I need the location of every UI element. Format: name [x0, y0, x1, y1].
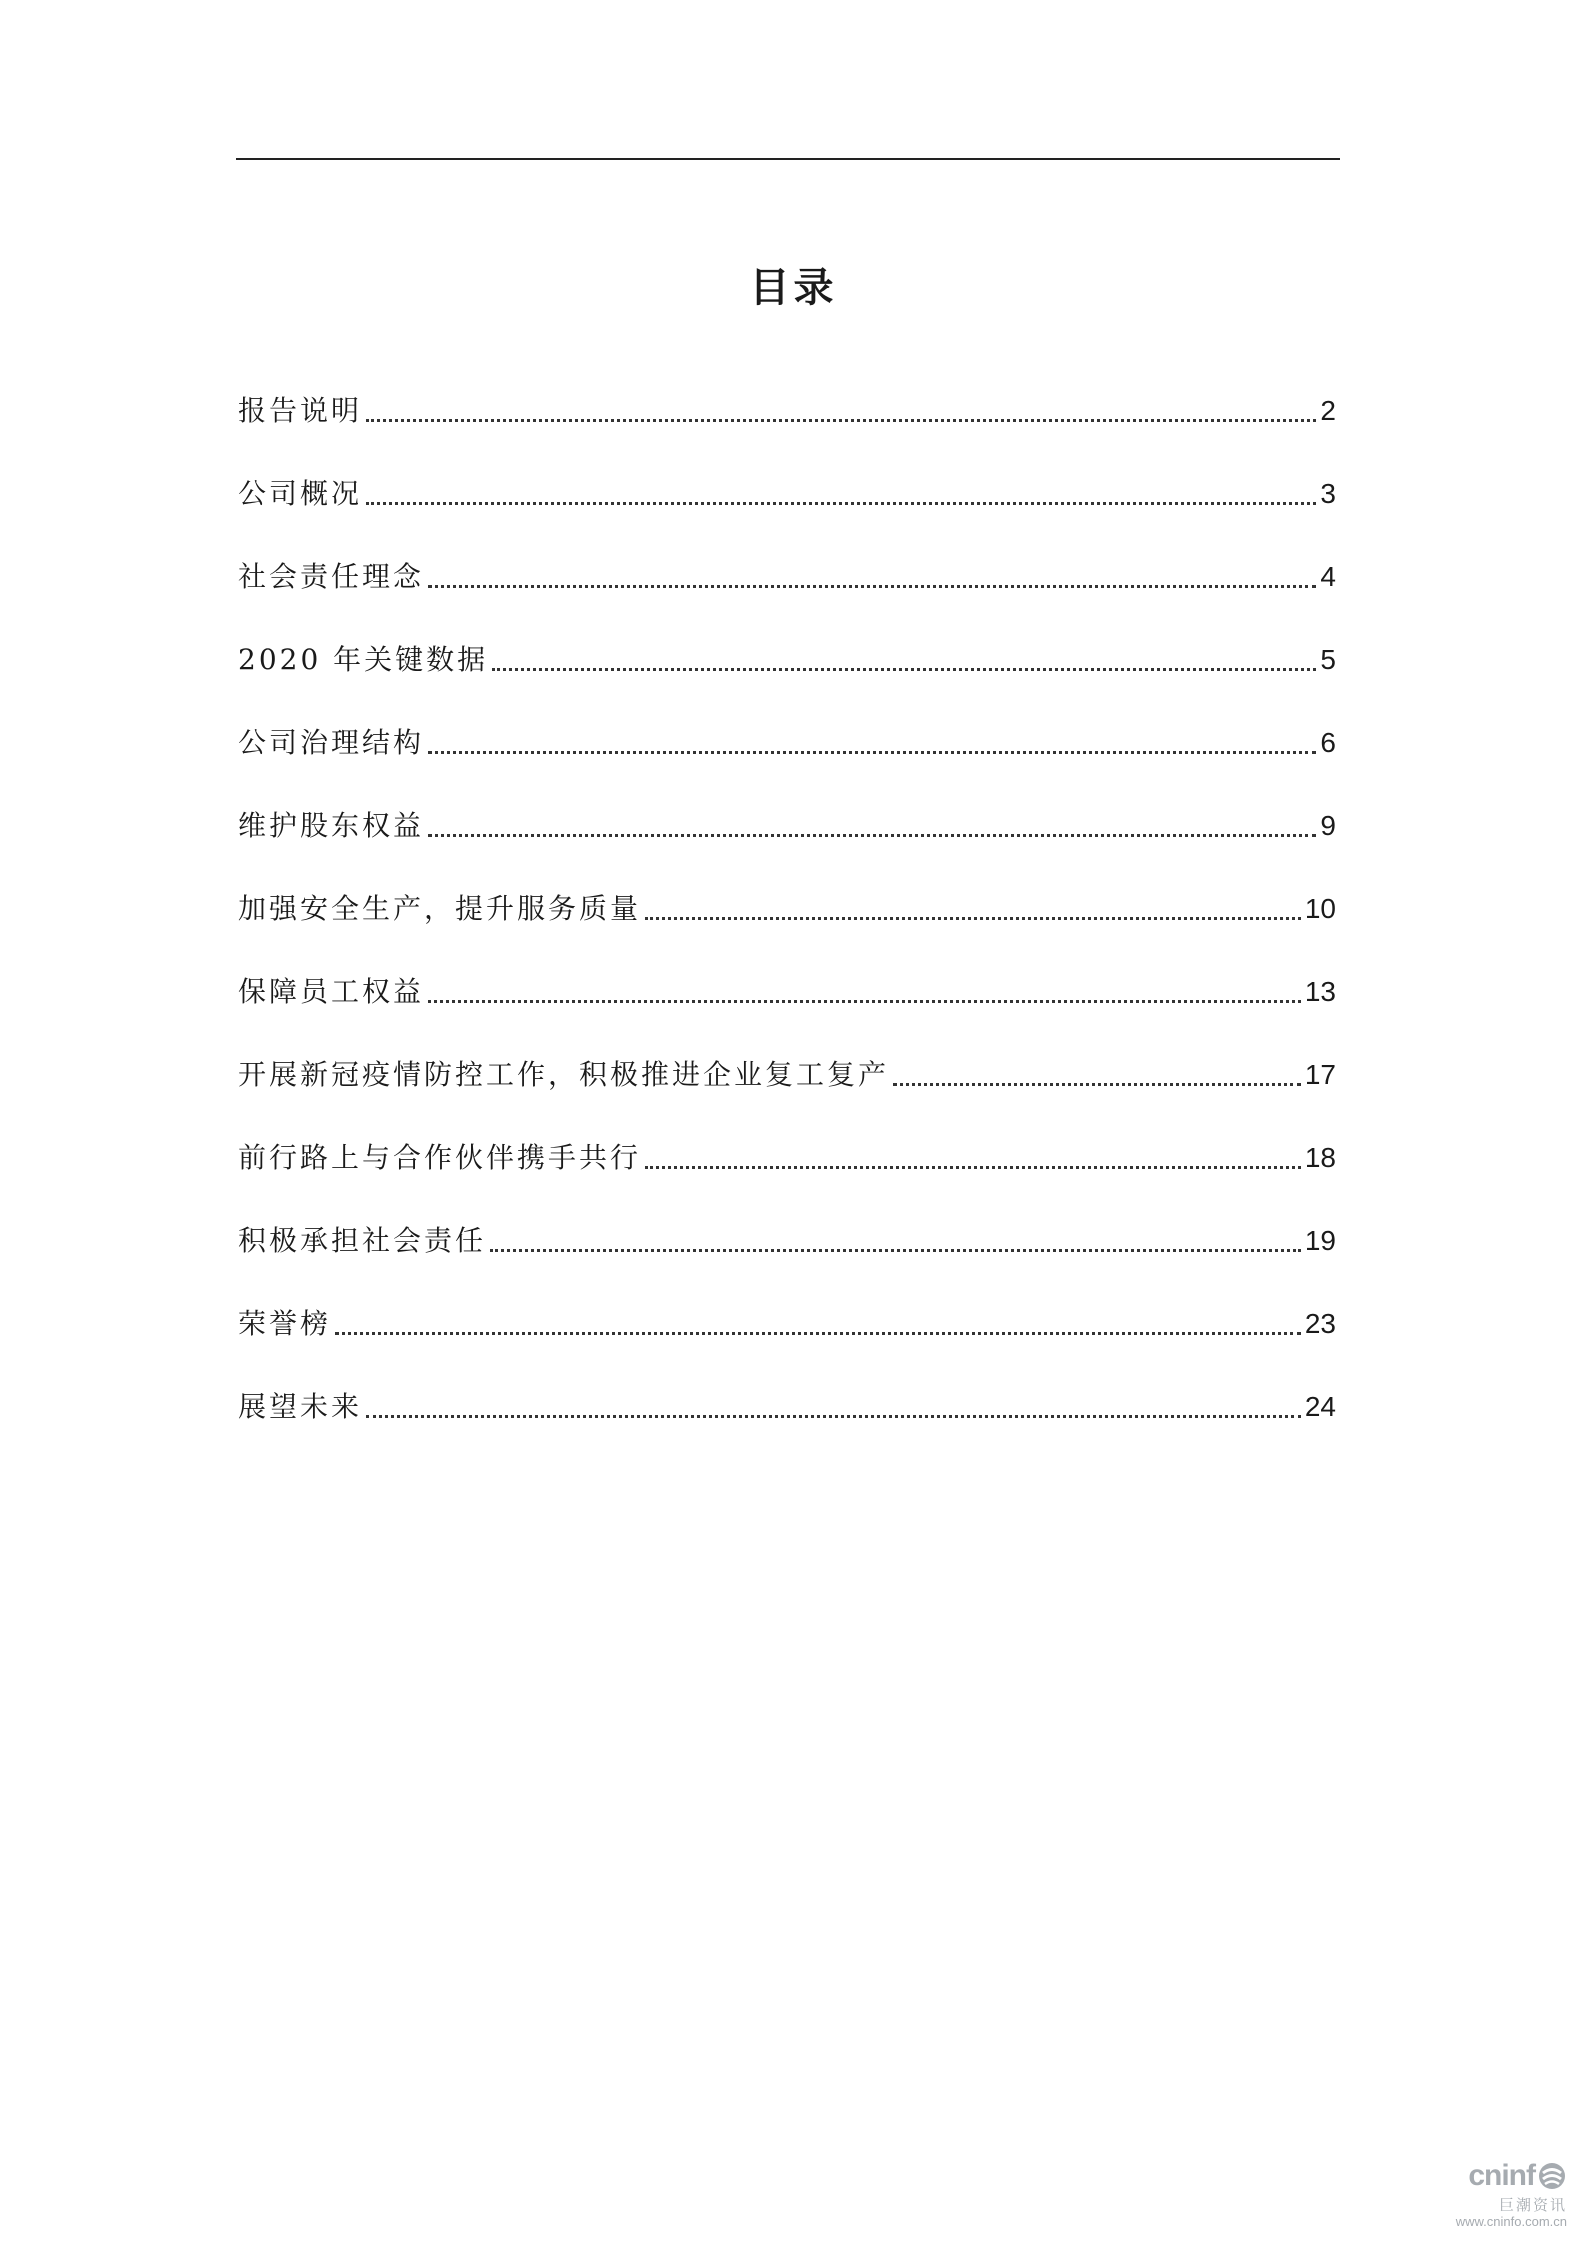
toc-entry-page: 4: [1320, 561, 1336, 592]
dot-leader: [366, 419, 1316, 422]
toc-entry-title: 展望未来: [238, 1390, 363, 1423]
toc-entry-title: 开展新冠疫情防控工作，积极推进企业复工复产: [238, 1058, 890, 1091]
toc-entry-employee-rights[interactable]: [238, 931, 1336, 1014]
toc-entry-covid-prevention[interactable]: [238, 1014, 1336, 1097]
cninfo-logo-text: cninf: [1468, 2159, 1535, 2192]
toc-entry-page: 24: [1304, 1391, 1336, 1422]
toc-entry-title: 公司概况: [238, 477, 363, 510]
toc-entry-page: 9: [1320, 810, 1336, 841]
toc-entry-title: 前行路上与合作伙伴携手共行: [238, 1141, 642, 1174]
cninfo-url: www.cninfo.com.cn: [1455, 2214, 1567, 2229]
toc-entry-page: 6: [1320, 727, 1336, 758]
cninfo-chinese-name: 巨潮资讯: [1498, 2196, 1567, 2214]
toc-entry-title: 2020 年关键数据: [238, 643, 489, 676]
toc-entry-shareholder-rights[interactable]: [238, 765, 1336, 848]
cninfo-logo: [1417, 2156, 1567, 2196]
toc-entry-title: 加强安全生产，提升服务质量: [238, 892, 642, 925]
toc-entry-title: 积极承担社会责任: [238, 1224, 487, 1257]
toc-entry-page: 19: [1304, 1225, 1336, 1256]
toc-entry-report-notes[interactable]: [238, 350, 1336, 433]
dot-leader: [428, 1000, 1301, 1003]
toc-entry-title: 荣誉榜: [238, 1307, 332, 1340]
cninfo-watermark: [1417, 2156, 1567, 2236]
dot-leader: [428, 834, 1316, 837]
dot-leader: [366, 1415, 1301, 1418]
toc-entry-page: 18: [1304, 1142, 1336, 1173]
toc-entry-page: 13: [1304, 976, 1336, 1007]
toc-entry-title: 保障员工权益: [238, 975, 425, 1008]
toc-entry-title: 社会责任理念: [238, 560, 425, 593]
toc-entry-title: 公司治理结构: [238, 726, 425, 759]
dot-leader: [645, 1166, 1301, 1169]
toc-entry-company-overview[interactable]: [238, 433, 1336, 516]
dot-leader: [335, 1332, 1301, 1335]
toc-entry-governance-structure[interactable]: [238, 682, 1336, 765]
toc-entry-page: 5: [1320, 644, 1336, 675]
toc-entry-outlook[interactable]: [238, 1346, 1336, 1429]
toc-entry-honors[interactable]: [238, 1263, 1336, 1346]
toc-entry-title: 报告说明: [238, 394, 363, 427]
toc-entry-page: 17: [1304, 1059, 1336, 1090]
toc-entry-page: 2: [1320, 395, 1336, 426]
dot-leader: [645, 917, 1301, 920]
dot-leader: [893, 1083, 1301, 1086]
toc-entry-social-responsibility[interactable]: [238, 1180, 1336, 1263]
toc-list: [238, 350, 1336, 1429]
toc-entry-partners[interactable]: [238, 1097, 1336, 1180]
toc-entry-key-data-2020[interactable]: [238, 599, 1336, 682]
toc-entry-safety-service[interactable]: [238, 848, 1336, 931]
header-rule: [236, 158, 1340, 160]
toc-entry-title: 维护股东权益: [238, 809, 425, 842]
toc-entry-csr-philosophy[interactable]: [238, 516, 1336, 599]
dot-leader: [428, 751, 1316, 754]
cninfo-swirl-icon: [1537, 2161, 1567, 2191]
dot-leader: [490, 1249, 1301, 1252]
dot-leader: [428, 585, 1316, 588]
dot-leader: [492, 668, 1316, 671]
toc-entry-page: 10: [1304, 893, 1336, 924]
toc-entry-page: 3: [1320, 478, 1336, 509]
dot-leader: [366, 502, 1316, 505]
toc-entry-page: 23: [1304, 1308, 1336, 1339]
toc-title: 目录: [749, 265, 838, 311]
